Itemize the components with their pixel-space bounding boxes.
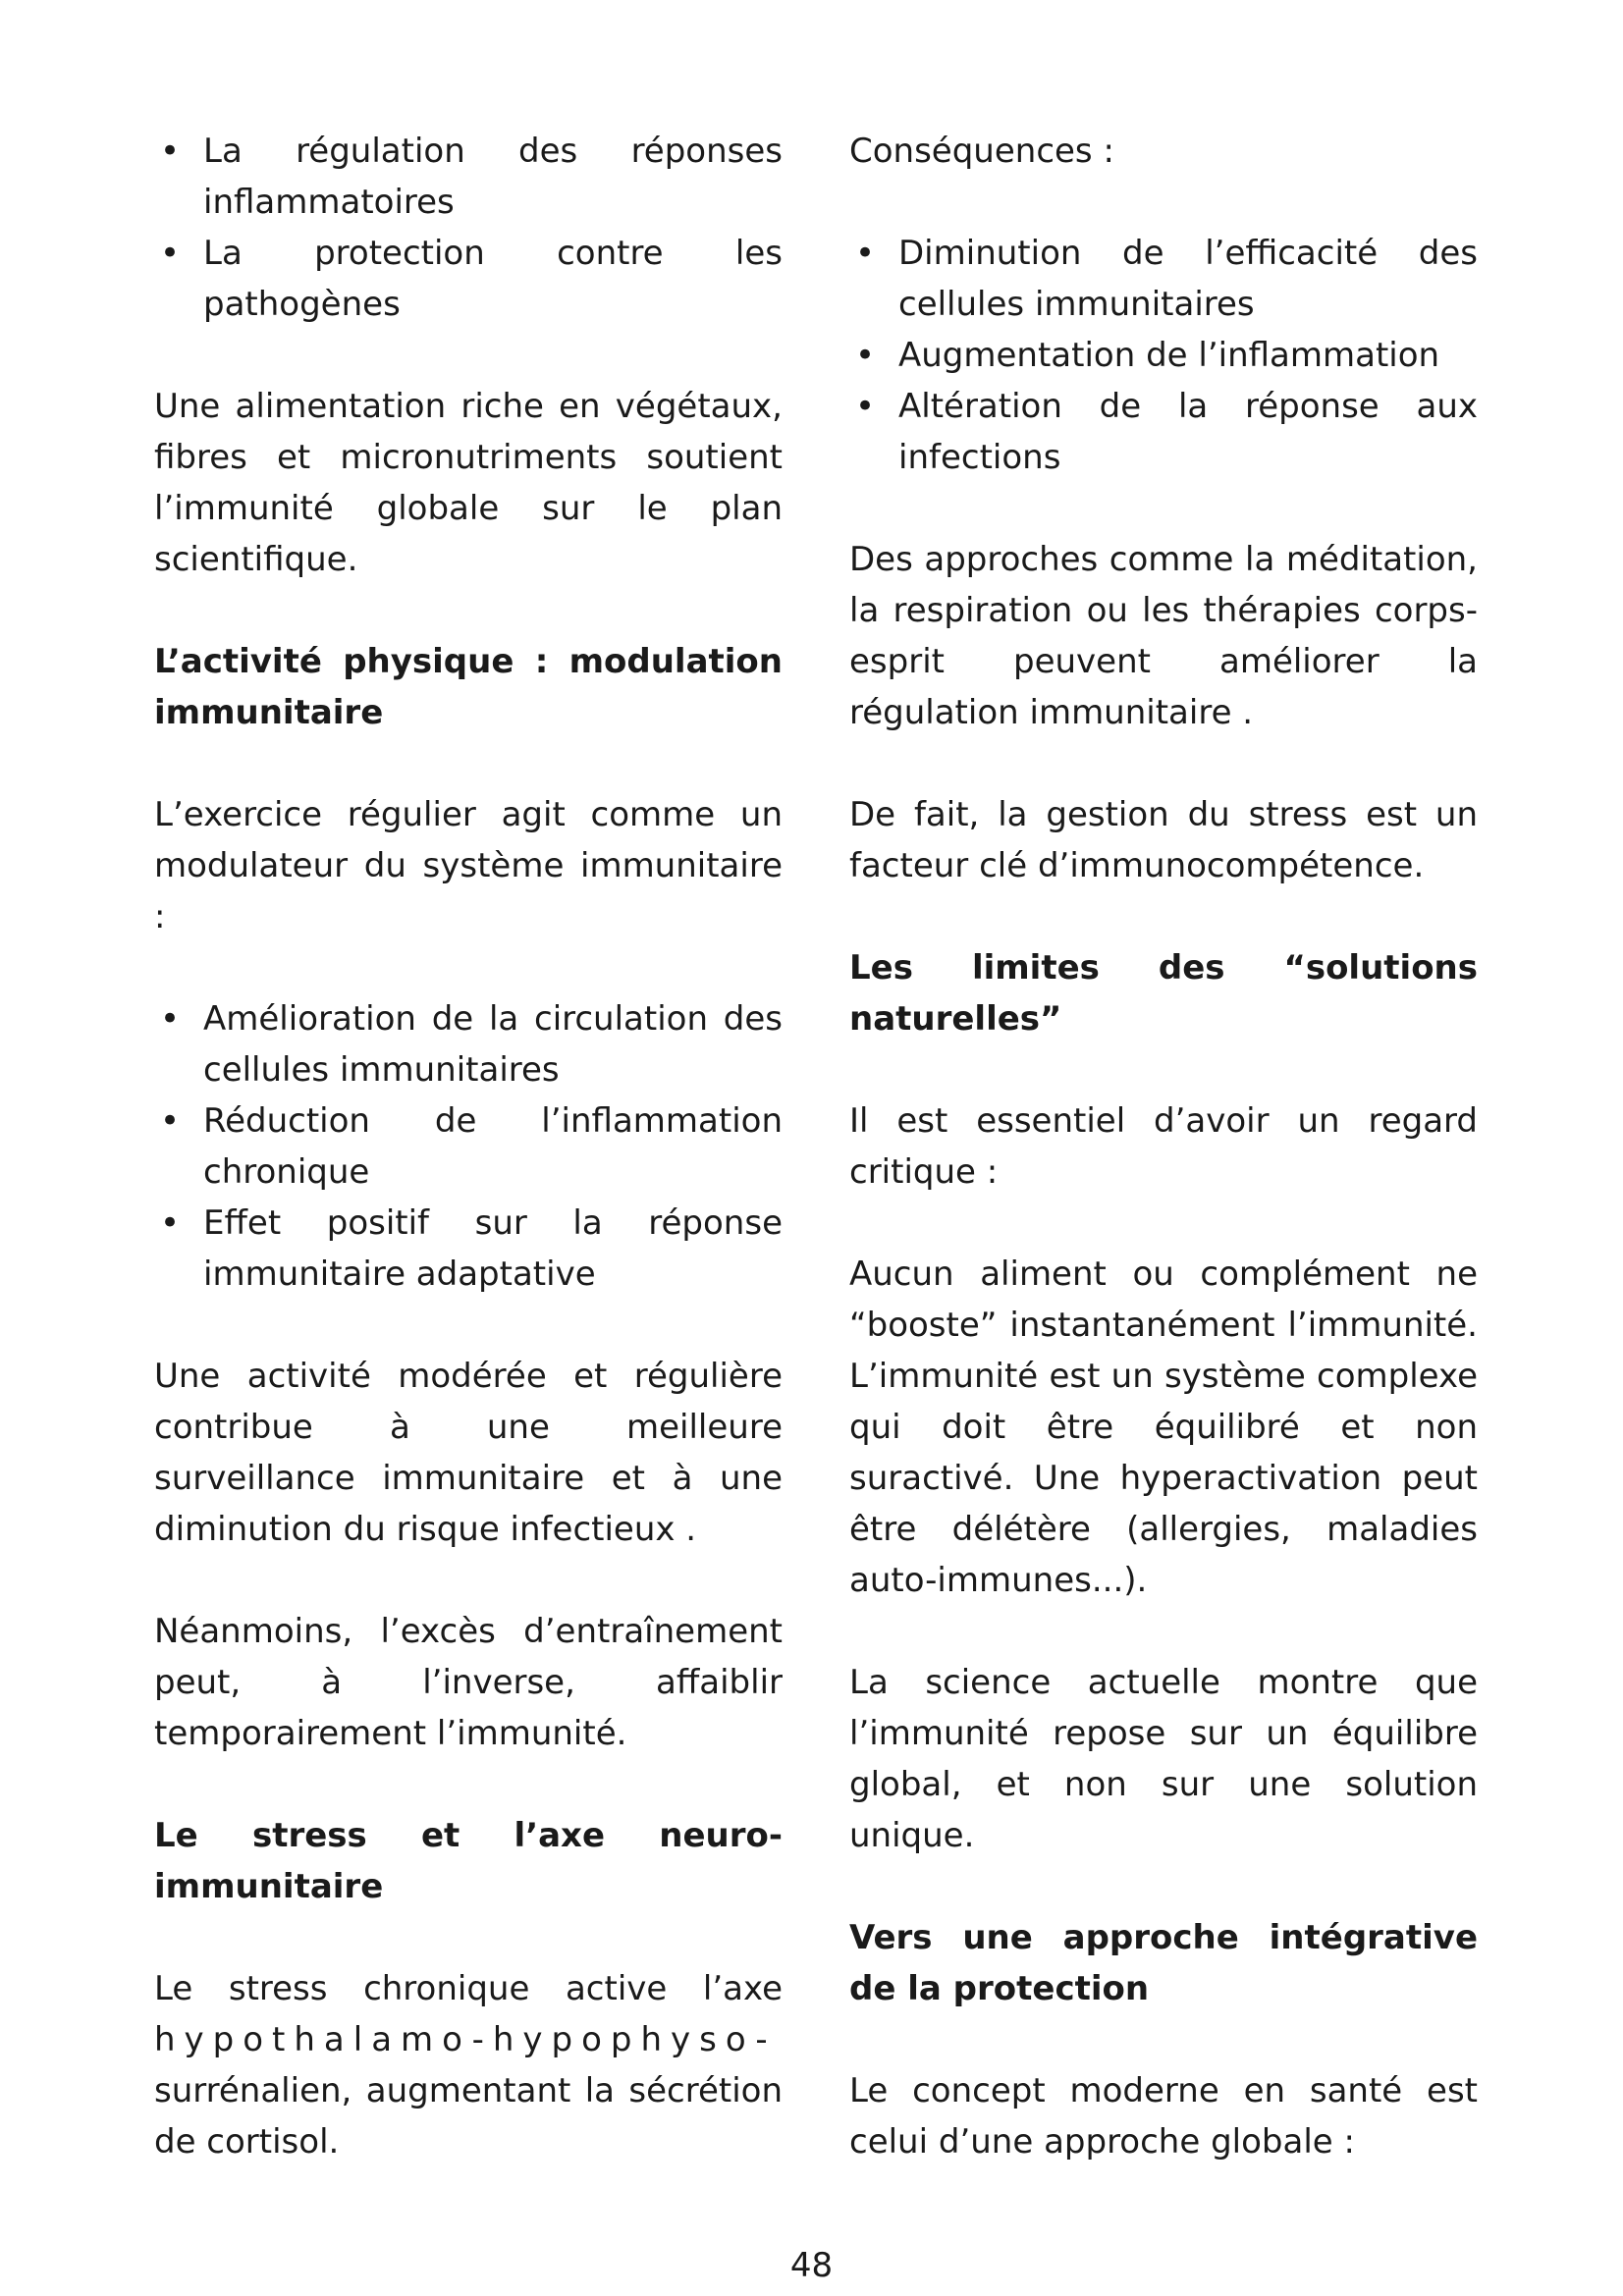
section-heading: Les limites des “solutions naturelles” xyxy=(849,948,1478,1039)
page-number: 48 xyxy=(789,2246,834,2285)
list-item: • Réduction de l’inflammation chronique xyxy=(154,1095,783,1198)
paragraph: L’exercice régulier agit comme un modulateur du système immunitaire : xyxy=(154,795,783,936)
bullet-icon: • xyxy=(160,1101,181,1141)
paragraph: Aucun aliment ou complément ne “booste” instantanément l’immunité. L’immunité est un système complexe qui doit être équilibré et non suractivé. Une hyperactivation peut être délétère (allergies, maladies auto-immunes...). xyxy=(849,1255,1478,1600)
paragraph: Il est essentiel d’avoir un regard critique : xyxy=(849,1101,1478,1192)
paragraph: Néanmoins, l’excès d’entraînement peut, à l’inverse, affaiblir temporairement l’immunité. xyxy=(154,1612,783,1753)
paragraph: La science actuelle montre que l’immunité repose sur un équilibre global, et non sur une solution unique. xyxy=(849,1663,1478,1855)
paragraph: Une activité modérée et régulière contribue à une meilleure surveillance immunitaire et à une diminution du risque infectieux . xyxy=(154,1357,783,1549)
bullet-list xyxy=(849,228,1478,483)
paragraph-text-end: surrénalien, augmentant la sécrétion de cortisol. xyxy=(154,2071,783,2162)
paragraph: Conséquences : xyxy=(849,132,1114,171)
paragraph: Des approches comme la méditation, la respiration ou les thérapies corps-esprit peuvent améliorer la régulation immunitaire . xyxy=(849,540,1478,732)
paragraph: Le concept moderne en santé est celui d’une approche globale : xyxy=(849,2071,1478,2162)
section-heading: L’activité physique : modulation immunitaire xyxy=(154,642,783,732)
bullet-icon: • xyxy=(160,999,181,1039)
bullet-icon: • xyxy=(855,234,876,273)
bullet-icon: • xyxy=(160,1203,181,1243)
bullet-list xyxy=(154,126,783,330)
bullet-icon: • xyxy=(855,336,876,375)
section-heading: Vers une approche intégrative de la protection xyxy=(849,1918,1478,2008)
section-heading: Le stress et l’axe neuro-immunitaire xyxy=(154,1816,783,1906)
paragraph: De fait, la gestion du stress est un facteur clé d’immunocompétence. xyxy=(849,795,1478,885)
bullet-icon: • xyxy=(855,387,876,426)
list-item: • La protection contre les pathogènes xyxy=(154,228,783,330)
bullet-icon: • xyxy=(160,132,181,171)
list-item: • Diminution de l’efficacité des cellules immunitaires xyxy=(849,228,1478,330)
paragraph-text-spaced: hypothalamo-hypophyso- xyxy=(154,2020,777,2059)
paragraph: Une alimentation riche en végétaux, fibres et micronutriments soutient l’immunité globale sur le plan scientifique. xyxy=(154,387,783,579)
list-item: • La régulation des réponses inflammatoires xyxy=(154,126,783,228)
bullet-list xyxy=(154,993,783,1300)
bullet-icon: • xyxy=(160,234,181,273)
right-column xyxy=(849,126,1478,2167)
list-item: • Effet positif sur la réponse immunitaire adaptative xyxy=(154,1198,783,1300)
left-column xyxy=(154,126,783,2167)
paragraph xyxy=(154,1963,783,2167)
paragraph-text-start: Le stress chronique active l’axe xyxy=(154,1969,783,2008)
list-item: • Amélioration de la circulation des cellules immunitaires xyxy=(154,993,783,1095)
list-item: • Altération de la réponse aux infections xyxy=(849,381,1478,483)
list-item: • Augmentation de l’inflammation xyxy=(849,330,1478,381)
